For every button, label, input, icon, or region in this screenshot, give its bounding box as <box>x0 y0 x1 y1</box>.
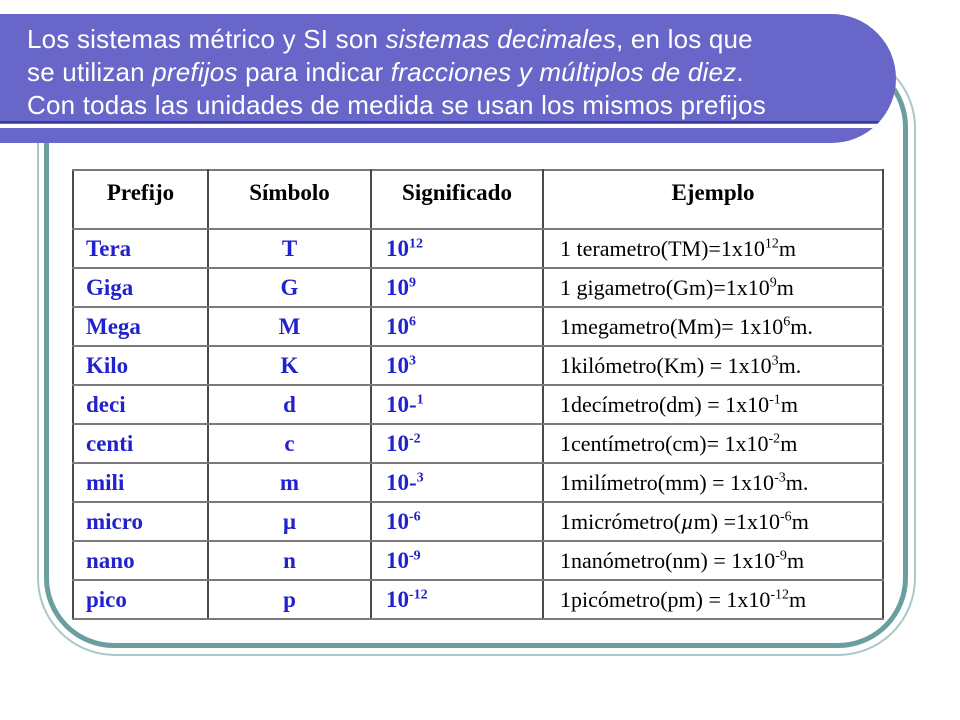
col-header-prefijo: Prefijo <box>73 170 208 229</box>
significado-cell: $10^{-2}$ <box>371 424 543 463</box>
simbolo-cell: K <box>208 346 371 385</box>
col-header-significado: Significado <box>371 170 543 229</box>
ejemplo-cell: 1decímetro(dm) = $1x10^{-1}m$ <box>543 385 883 424</box>
prefijo-cell: Kilo <box>73 346 208 385</box>
prefijo-cell: nano <box>73 541 208 580</box>
table-row <box>73 541 883 580</box>
simbolo-cell: d <box>208 385 371 424</box>
ejemplo-cell: 1nanómetro(nm) = $1x10^{-9}m$ <box>543 541 883 580</box>
title-underline <box>0 124 896 128</box>
title-line: Con todas las unidades de medida se usan los mismos prefijos <box>27 90 766 120</box>
ejemplo-cell: 1picómetro(pm) = $1x10^{-12}m$ <box>543 580 883 619</box>
prefix-table <box>72 169 884 620</box>
table-row <box>73 229 883 268</box>
ejemplo-cell: 1kilómetro(Km) = $1x10^3m$. <box>543 346 883 385</box>
table-row <box>73 346 883 385</box>
prefijo-cell: mili <box>73 463 208 502</box>
title-banner <box>0 14 896 143</box>
significado-cell: $10^{12}$ <box>371 229 543 268</box>
col-header-ejemplo: Ejemplo <box>543 170 883 229</box>
table-header-row <box>73 170 883 229</box>
significado-cell: $10^6$ <box>371 307 543 346</box>
simbolo-cell: µ <box>208 502 371 541</box>
prefijo-cell: Tera <box>73 229 208 268</box>
significado-cell: $10^{-9}$ <box>371 541 543 580</box>
prefijo-cell: deci <box>73 385 208 424</box>
prefijo-cell: Giga <box>73 268 208 307</box>
simbolo-cell: G <box>208 268 371 307</box>
simbolo-cell: p <box>208 580 371 619</box>
simbolo-cell: T <box>208 229 371 268</box>
ejemplo-cell: 1micrómetro(µm) $=1x10^{-6}m$ <box>543 502 883 541</box>
slide-title <box>27 23 832 122</box>
prefijo-cell: pico <box>73 580 208 619</box>
significado-cell: $10^{-6}$ <box>371 502 543 541</box>
simbolo-cell: c <box>208 424 371 463</box>
prefijo-cell: centi <box>73 424 208 463</box>
significado-cell: 10-$^1$ <box>371 385 543 424</box>
ejemplo-cell: 1 $terametro(TM)=1x10^{12}m$ <box>543 229 883 268</box>
col-header-simbolo: Símbolo <box>208 170 371 229</box>
significado-cell: $10^{-12}$ <box>371 580 543 619</box>
title-line: se utilizan prefijos para indicar fracciones y múltiplos de diez. <box>27 57 744 87</box>
title-underline-shadow <box>0 121 896 123</box>
ejemplo-cell: 1megametro(Mm)= $1x10^6m$. <box>543 307 883 346</box>
simbolo-cell: n <box>208 541 371 580</box>
table-row <box>73 307 883 346</box>
significado-cell: $10^9$ <box>371 268 543 307</box>
significado-cell: 10-$^3$ <box>371 463 543 502</box>
table-row <box>73 385 883 424</box>
table-row <box>73 424 883 463</box>
table-row <box>73 580 883 619</box>
table-row <box>73 502 883 541</box>
prefijo-cell: micro <box>73 502 208 541</box>
ejemplo-cell: 1milímetro(mm) = $1x10^{-3}m$. <box>543 463 883 502</box>
prefijo-cell: Mega <box>73 307 208 346</box>
simbolo-cell: M <box>208 307 371 346</box>
significado-cell: $10^3$ <box>371 346 543 385</box>
table-row <box>73 463 883 502</box>
title-line: Los sistemas métrico y SI son sistemas decimales, en los que <box>27 24 753 54</box>
ejemplo-cell: 1centímetro(cm)= $1x10^{-2}m$ <box>543 424 883 463</box>
simbolo-cell: m <box>208 463 371 502</box>
table-row <box>73 268 883 307</box>
ejemplo-cell: 1 $gigametro(Gm)=1x10^9m$ <box>543 268 883 307</box>
